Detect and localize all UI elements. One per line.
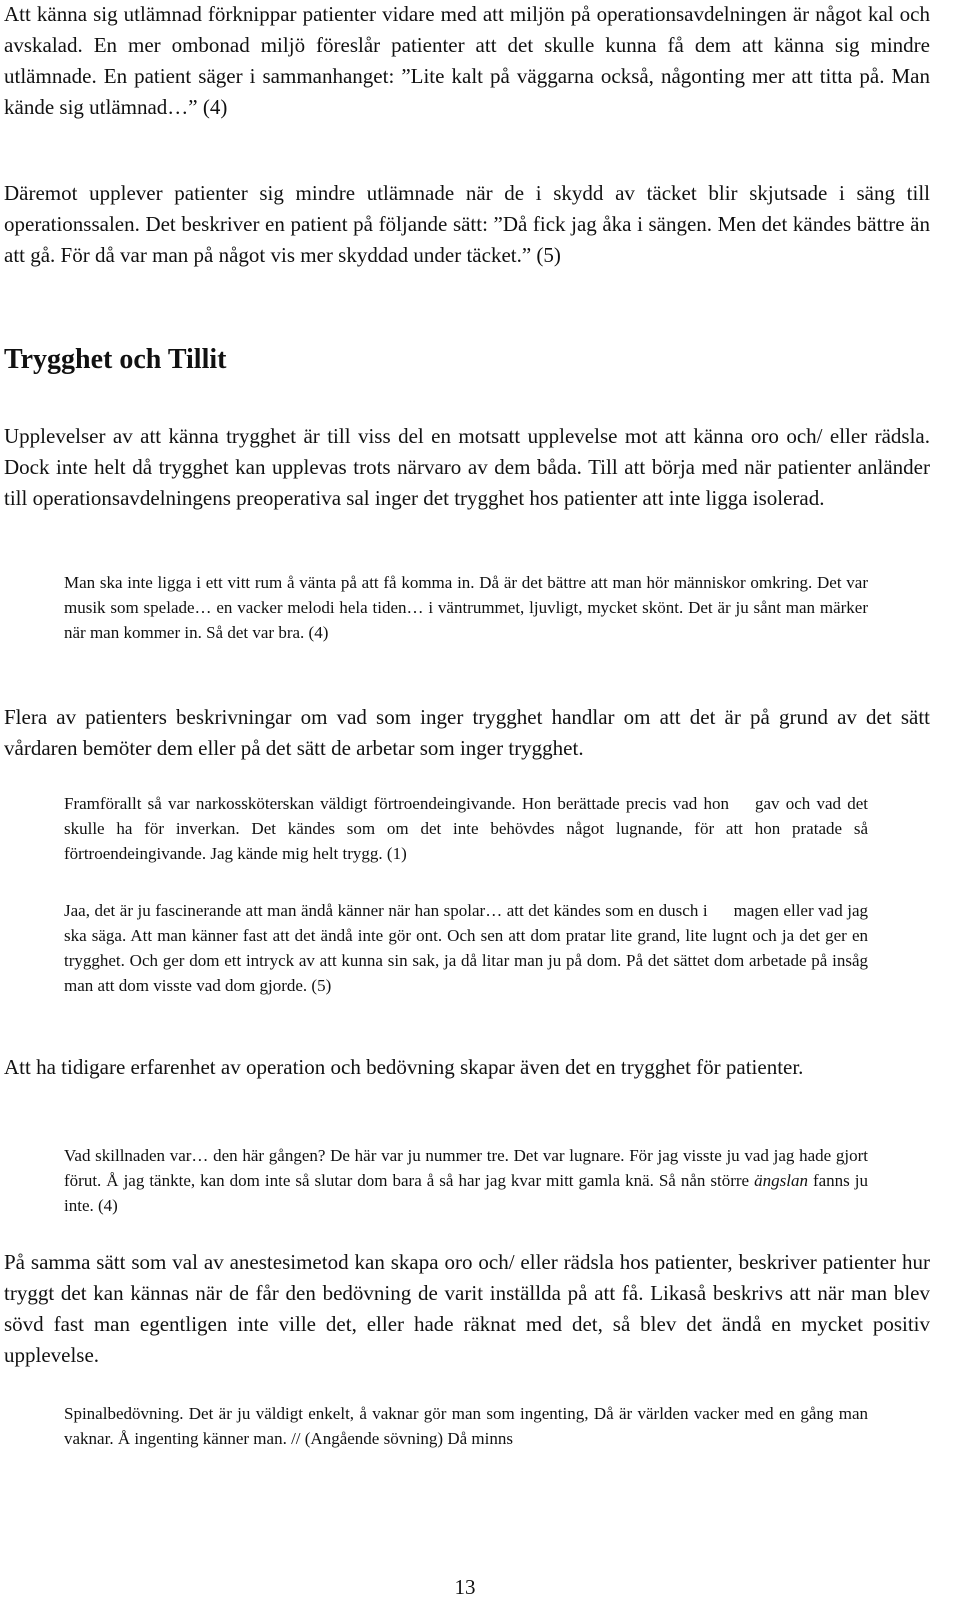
quote-procedure-part-2: magen eller vad jag ska säga. Att man känner fast att det ändå inte gör ont. Och sen att dom pratar lite grand, lite lugnt och ja det ger en trygghet. Och ger dom ett intryck av att kunna sin sak, ja då litar man ju på dom. På det sättet dom arbetade på insåg man att dom visste vad dom gjorde. (5) xyxy=(64,901,868,995)
quote-nurse-trust-part-2: gav och vad det skulle ha för inverkan. Det kändes som om det inte behövdes något lugnande, för att hon pratade så förtroendeingivande. Jag kände mig helt trygg. (1) xyxy=(64,794,868,863)
quote-procedure xyxy=(64,898,868,998)
quote-third-time-part-2: fanns ju inte. (4) xyxy=(64,1171,868,1215)
quote-third-time xyxy=(64,1143,868,1218)
paragraph-prior-experience: Att ha tidigare erfarenhet av operation och bedövning skapar även det en trygghet för patienter. xyxy=(4,1055,804,1079)
quote-procedure-part-1: Jaa, det är ju fascinerande att man ändå känner när han spolar… att det kändes som en dusch i xyxy=(64,901,708,920)
paragraph-anesthesia-method: På samma sätt som val av anestesimetod kan skapa oro och/ eller rädsla hos patienter, beskriver patienter hur tryggt det kan kännas när de får den bedövning de varit inställda på att få. Likaså beskrivs att när man blev sövd fast man egentligen inte ville det, eller hade räknat med det, så blev det ändå en mycket positiv upplevelse. xyxy=(4,1250,930,1367)
page-number: 13 xyxy=(454,1575,476,1599)
quote-third-time-emphasis: ängslan xyxy=(754,1171,808,1190)
quote-nurse-trust-part-1: Framförallt så var narkossköterskan väldigt förtroendeingivande. Hon berättade precis vad hon xyxy=(64,794,729,813)
quote-nurse-trust xyxy=(64,791,868,866)
section-heading: Trygghet och Tillit xyxy=(4,344,227,375)
paragraph-caregiver-approach: Flera av patienters beskrivningar om vad som inger trygghet handlar om att det är på grund av det sätt vårdaren bemöter dem eller på det sätt de arbetar som inger trygghet. xyxy=(4,705,930,760)
quote-third-time-part-1: Vad skillnaden var… den här gången? De här var ju nummer tre. Det var lugnare. För jag visste ju vad jag hade gjort förut. Å jag tänkte, kan dom inte så slutar dom bara å så har jag kvar mitt gamla knä. Så nån större xyxy=(64,1146,868,1190)
quote-spinal: Spinalbedövning. Det är ju väldigt enkelt, å vaknar gör man som ingenting, Då är världen vacker med en gång man vaknar. Å ingenting känner man. // (Angående sövning) Då minns xyxy=(64,1404,868,1448)
paragraph-exposed-environment: Att känna sig utlämnad förknippar patienter vidare med att miljön på operationsavdelningen är något kal och avskalad. En mer ombonad miljö föreslår patienter att det skulle kunna få dem att känna sig mindre utlämnade. En patient säger i sammanhanget: ”Lite kalt på väggarna också, någonting mer att titta på. Man kände sig utlämnad…” (4) xyxy=(4,2,930,119)
quote-waiting-room: Man ska inte ligga i ett vitt rum å vänta på att få komma in. Då är det bättre att man hör människor omkring. Det var musik som spelade… en vacker melodi hela tiden… i väntrummet, ljuvligt, mycket skönt. Det är ju sånt man märker när man kommer in. Så det var bra. (4) xyxy=(64,573,868,642)
paragraph-safety-intro: Upplevelser av att känna trygghet är till viss del en motsatt upplevelse mot att känna oro och/ eller rädsla. Dock inte helt då trygghet kan upplevas trots närvaro av dem båda. Till att börja med när patienter anländer till operationsavdelningens preoperativa sal inger det trygghet hos patienter att inte ligga isolerad. xyxy=(4,424,930,510)
paragraph-bed-transport: Däremot upplever patienter sig mindre utlämnade när de i skydd av täcket blir skjutsade i säng till operationssalen. Det beskriver en patient på följande sätt: ”Då fick jag åka i sängen. Men det kändes bättre än att gå. För då var man på något vis mer skyddad under täcket.” (5) xyxy=(4,181,930,267)
